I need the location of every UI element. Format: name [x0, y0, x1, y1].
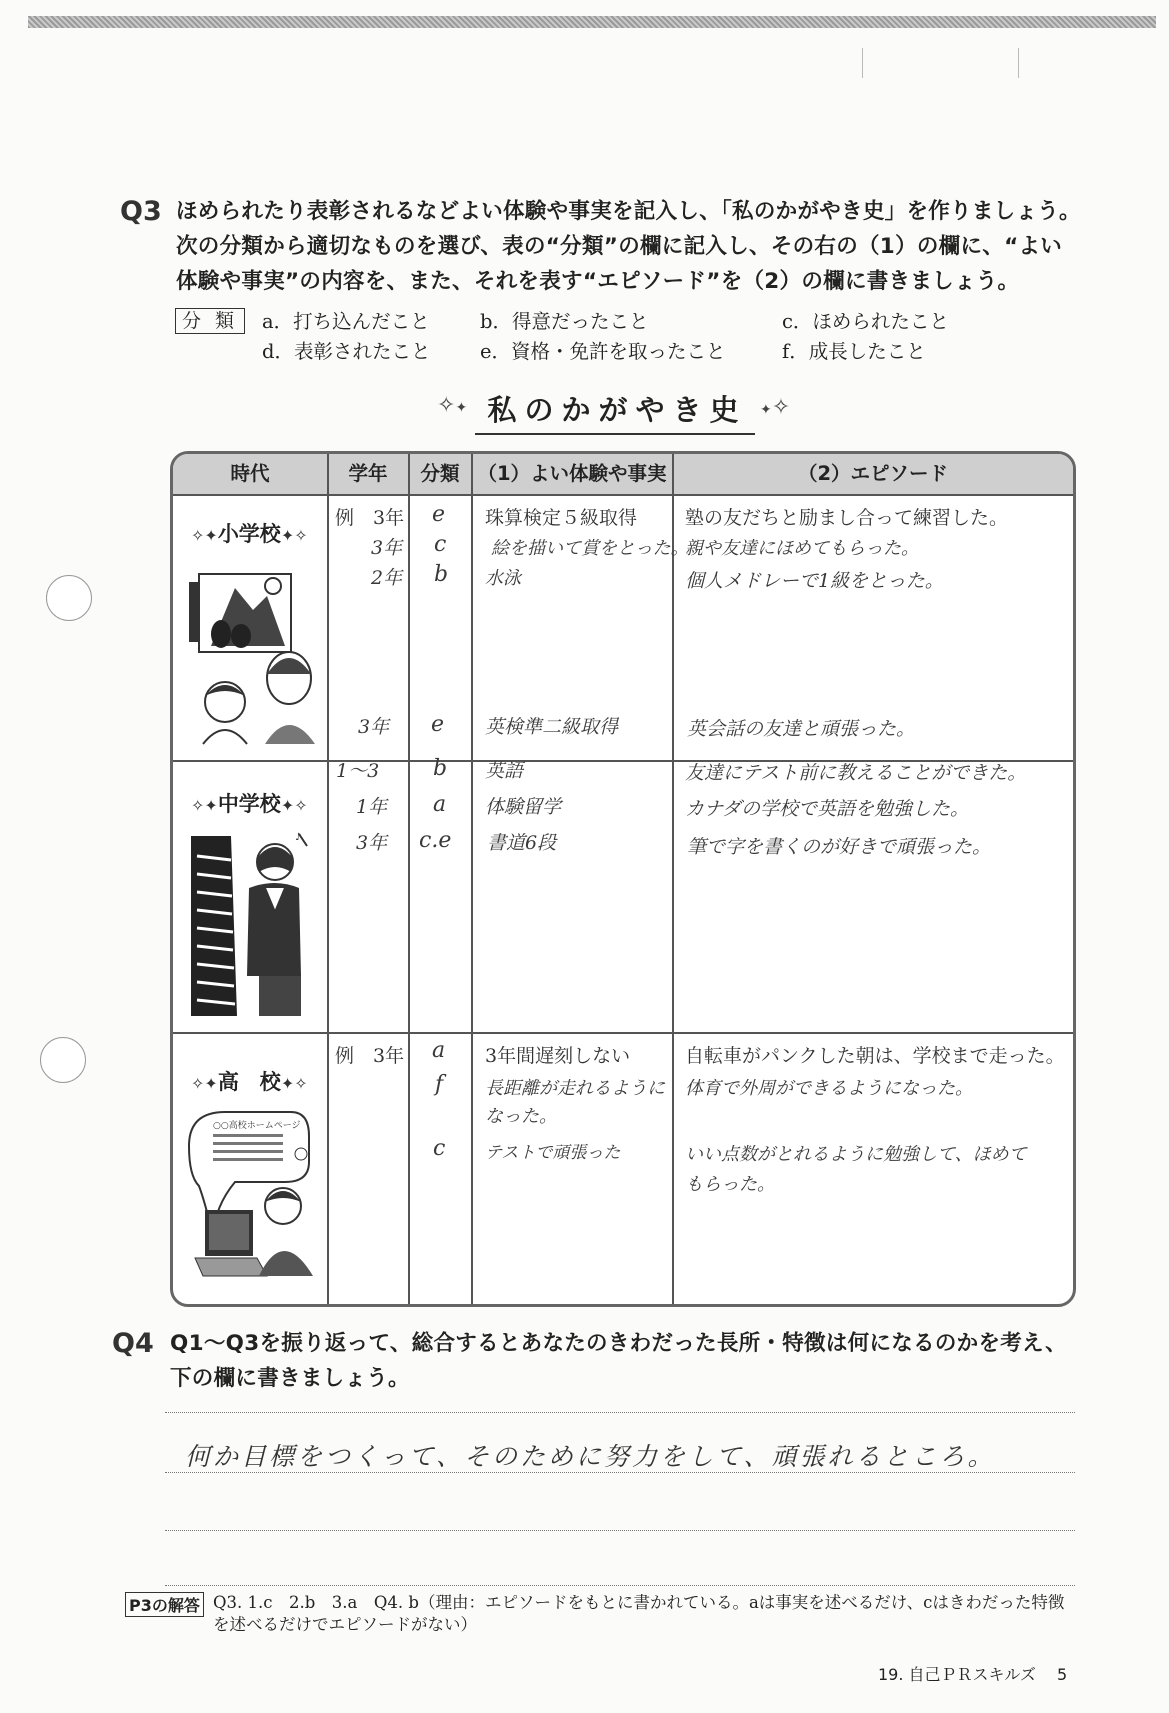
top-decorative-bar	[28, 16, 1156, 28]
cell-episode: 個人メドレーで1級をとった。	[685, 570, 944, 592]
cell-episode: カナダの学校で英語を勉強した。	[685, 798, 970, 820]
q3-label: Q3	[120, 196, 162, 227]
cell-grade: 2年	[371, 567, 403, 589]
cell-episode: 体育で外周ができるようになった。	[685, 1078, 973, 1099]
cell-fact: テストで頑張った	[485, 1143, 621, 1163]
answer-line	[165, 1530, 1075, 1531]
header-grade: 学年	[348, 462, 388, 485]
illustration-junior-high	[187, 826, 317, 1021]
table-title-wrap	[445, 388, 785, 435]
category-a: a．打ち込んだこと	[262, 310, 430, 333]
answer-line	[165, 1472, 1075, 1473]
cell-fact: 書道6段	[487, 832, 557, 854]
p3-answer-label: P3の解答	[125, 1592, 204, 1617]
era-junior-high: ✧✦中学校✦✧	[191, 792, 308, 816]
cell-fact: 珠算検定５級取得	[485, 507, 638, 529]
cell-category: e	[431, 712, 445, 737]
cell-episode: 自転車がパンクした朝は、学校まで走った。	[685, 1045, 1065, 1067]
illustration-elementary	[187, 566, 317, 746]
cell-category: e	[432, 502, 446, 527]
column-divider	[327, 454, 329, 1304]
cell-category: b	[434, 562, 449, 587]
q4-line-1: Q1～Q3を振り返って、総合するとあなたのきわだった長所・特徴は何になるのかを考え、	[170, 1331, 1067, 1356]
cell-fact: 絵を描いて賞をとった。	[491, 538, 689, 559]
category-f: f．成長したこと	[782, 340, 926, 363]
era-elementary: ✧✦小学校✦✧	[191, 522, 308, 546]
cell-fact: なった。	[485, 1106, 557, 1127]
cell-category: c.e	[419, 828, 452, 853]
section-divider	[173, 1032, 1073, 1034]
cell-fact: 体験留学	[485, 796, 562, 818]
cell-category: b	[433, 756, 448, 781]
cell-grade: 1年	[356, 796, 388, 818]
q3-line-3: 体験や事実”の内容を、また、それを表す“エピソード”を（2）の欄に書きましょう。	[176, 269, 1020, 294]
punch-hole-top	[46, 575, 92, 621]
header-fact: （1）よい体験や事実	[477, 462, 667, 485]
column-divider	[408, 454, 410, 1304]
q3-question	[176, 194, 1081, 299]
illustration-high-school	[185, 1106, 319, 1286]
sparkle-icon: ✧✦	[437, 393, 468, 418]
corner-mark	[862, 48, 1019, 78]
header-episode: （2）エピソード	[797, 462, 949, 485]
cell-grade: 例 3年	[335, 1045, 405, 1067]
cell-grade: 3年	[371, 537, 403, 559]
q3-line-1: ほめられたり表彰されるなどよい体験や事実を記入し、「私のかがやき史」を作りましょう。	[176, 199, 1081, 224]
cell-grade: 1～3	[336, 760, 380, 782]
category-d: d．表彰されたこと	[262, 340, 431, 363]
column-divider	[471, 454, 473, 1304]
cell-fact: 英検準二級取得	[485, 716, 619, 738]
cell-fact: 英語	[485, 760, 524, 782]
cell-episode: 塾の友だちと励まし合って練習した。	[685, 507, 1009, 529]
cell-episode: 英会話の友達と頑張った。	[687, 718, 916, 740]
category-c: c．ほめられたこと	[782, 310, 949, 333]
cell-category: c	[434, 532, 447, 557]
sparkle-icon: ✦✧	[760, 395, 791, 420]
cell-episode: 友達にテスト前に教えることができた。	[685, 762, 1027, 784]
p3-line-1: Q3. 1.c 2.b 3.a Q4. b（理由：エピソードをもとに書かれている。aは事実を述べるだけ、cはきわだった特徴	[213, 1593, 1065, 1612]
q4-answer: 何か目標をつくって、そのために努力をして、頑張れるところ。	[185, 1442, 996, 1471]
category-b: b．得意だったこと	[480, 310, 649, 333]
cell-episode: いい点数がとれるように勉強して、ほめて	[685, 1144, 1027, 1165]
cell-category: c	[433, 1136, 446, 1161]
punch-hole-bottom	[40, 1037, 86, 1083]
q3-line-2: 次の分類から適切なものを選び、表の“分類”の欄に記入し、その右の（1）の欄に、“よい	[176, 234, 1063, 259]
cell-episode: 筆で字を書くのが好きで頑張った。	[687, 836, 992, 858]
cell-fact: 3年間遅刻しない	[485, 1045, 631, 1067]
answer-line	[165, 1585, 1075, 1586]
cell-category: a	[433, 792, 447, 817]
homepage-label: ○○高校ホームページ	[213, 1121, 301, 1131]
svg-text:♪: ♪	[295, 832, 302, 843]
cell-episode: 親や友達にほめてもらった。	[685, 538, 919, 559]
q4-line-2: 下の欄に書きましょう。	[170, 1366, 410, 1391]
cell-fact: 水泳	[485, 568, 521, 589]
answer-line	[165, 1412, 1075, 1413]
cell-grade: 3年	[356, 832, 388, 854]
history-table	[170, 451, 1076, 1307]
category-box-label: 分 類	[175, 308, 245, 334]
page-footer: 19. 自己ＰＲスキルズ 5	[878, 1665, 1068, 1684]
cell-grade: 例 3年	[335, 507, 405, 529]
header-era: 時代	[230, 462, 270, 485]
cell-category: a	[432, 1038, 446, 1063]
cell-episode: もらった。	[685, 1174, 775, 1195]
cell-grade: 3年	[358, 716, 390, 738]
q4-label: Q4	[112, 1328, 154, 1359]
era-high-school: ✧✦高 校✦✧	[191, 1070, 308, 1094]
p3-line-2: を述べるだけでエピソードがない）	[213, 1615, 477, 1634]
category-e: e．資格・免許を取ったこと	[480, 340, 726, 363]
table-title: 私のかがやき史	[475, 388, 754, 435]
cell-fact: 長距離が走れるように	[485, 1078, 665, 1099]
column-divider	[672, 454, 674, 1304]
cell-category: f	[435, 1072, 444, 1097]
q4-question	[170, 1326, 1067, 1396]
p3-answer-text	[213, 1592, 1064, 1636]
header-category: 分類	[420, 462, 460, 485]
